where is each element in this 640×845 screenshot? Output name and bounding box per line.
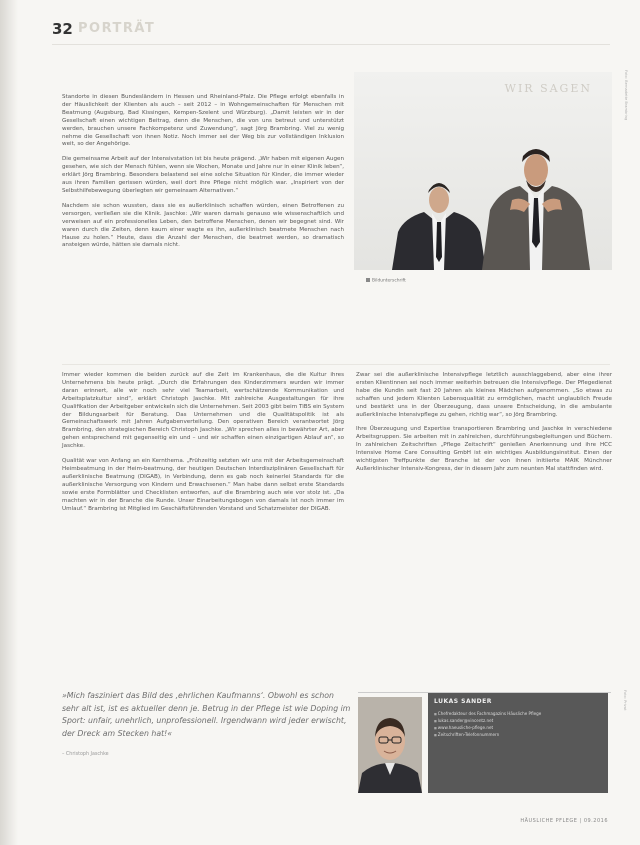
- article-paragraph: Qualität war von Anfang an ein Kernthema. „Frühzeitig setzten wir uns mit der Arbeitsgemeinschaft Heimbeatmung in der Heim-beatmung, der heutigen Deutschen Interdisziplinären Gesellschaft für außerklinische Beatmung (DIGAB), in Verbindung, denn es gab noch keinerlei Standards für die außerklinische Versorgung von Kindern und Erwachsenen.“ Man habe dann selbst erste Standards sowie erste Formblätter und Checklisten entworfen, auf die Brambring auch wie vor stolz ist. „Da machten wir in der Branche die Runde. Unser Einarbeitungsbogen von damals ist noch immer im Umlauf.“ Brambring ist Mitglied im Geschäftsführenden Vorstand und Schatzmeister der DIGAB.: [62, 458, 344, 512]
- author-info-panel: [428, 693, 608, 793]
- header-divider: [52, 44, 610, 45]
- author-role: ■ Chefredakteur des Fachmagazins Häusliche Pflege: [434, 711, 602, 718]
- page-footer: HÄUSLICHE PFLEGE | 09.2016: [520, 818, 608, 824]
- article-paragraph: Zwar sei die außerklinische Intensivpflege letztlich ausschlaggebend, aber eine ihrer ersten Klientinnen sei noch immer weiterhin betreuen die Intensivpflege. Der Pflegedienst habe die Kundin seit fast 20 Jahren als kleines Mädchen aufgenommen. „So etwas zu schaffen und jedem Klienten Lebensqualität zu ermöglichen, macht unglaublich Freude und bestärkt uns in der Überzeugung, dass unsere Entscheidung, in die ambulante außerklinische Intensivpflege zu gehen, richtig war“, so Jörg Brambring.: [356, 372, 612, 418]
- author-portrait-illustration: [358, 697, 422, 793]
- author-website-link[interactable]: ■ www.haeusliche-pflege.net: [434, 725, 602, 732]
- photo-headline: WIR SAGEN: [504, 82, 592, 95]
- photo-credit: Foto: Bernadette Brambring: [624, 70, 628, 121]
- author-box: [358, 692, 611, 793]
- two-men-in-suits-illustration: [354, 72, 612, 270]
- article-column-right: [356, 372, 612, 481]
- caption-text: Bildunterschrift: [372, 278, 406, 284]
- section-label: PORTRÄT: [78, 21, 156, 36]
- article-paragraph: Standorte in diesen Bundesländern in Hessen und Rheinland-Pfalz. Die Pflege erfolgt ebenfalls in der Häuslichkeit der Klienten als auch – seit 2012 – in Wohngemeinschaften für Menschen mit Beatmung (Augsburg, Bad Kissingen, Kempen-Szelent und Würzburg). „Damit leisten wir in der Gesellschaft einen wichtigen Beitrag, denn die Menschen, die von uns betreut und unterstützt werden, brauchen unsere Fachkompetenz und Zuwendung“, sagt Jörg Brambring. Viel zu wenig nehme die Gesellschaft von ihnen Notiz. Noch immer sei der Weg bis zur vollständigen Inklusion weit, so der Angehörige.: [62, 94, 344, 148]
- section-divider: [62, 364, 610, 365]
- article-paragraph: Die gemeinsame Arbeit auf der Intensivstation ist bis heute prägend. „Wir haben mit eigenen Augen gesehen, wie sich der Mensch fühlen, wenn sie Wochen, Monate und Jahre nur in einer Klinik leben“, erklärt Jörg Brambring. Besonders belastend sei eine solche Situation für Kinder, die immer wieder aus ihren Familien gerissen würden, weil dort ihre Pflege nicht möglich war. „Inspiriert von der Selbsthilfebewegung überlegten wir gemeinsam Alternativen.“: [62, 156, 344, 194]
- article-column-left-bottom: [62, 372, 344, 520]
- photo-caption: [366, 278, 612, 285]
- pull-quote: [62, 690, 352, 757]
- pull-quote-text: »Mich fasziniert das Bild des ‚ehrlichen Kaufmanns‘. Obwohl es schon sehr alt ist, ist es aktueller denn je. Betrug in der Pflege ist wie Doping im Sport: unfair, unehrlich, unprofessionell. Irgendwann wird jeder erwischt, der Dreck am Stecken hat!«: [62, 691, 351, 738]
- page-number: 32: [52, 20, 73, 38]
- article-paragraph: Immer wieder kommen die beiden zurück auf die Zeit im Krankenhaus, die die Kultur ihres Unternehmens bis heute prägt. „Durch die Erfahrungen des Kinderzimmers wurden wir immer daran erinnert, alle wir noch sehr viel Teamarbeit, wertschätzende Kommunikation und Arbeitsplatzkultur sind“, erklärt Christoph Jaschke. Mit zahlreiche Ausgestaltungen für ihre Qualifikation der Arbeitgeber entwickeln sich die Unternehmen. Seit 2003 gibt beim TiBS ein System der Bildungsarbeit für Beratung. Das Unternehmen und die Qualitätspolitik ist als Gemeinschaftswerk mit Jahren Aufgabenverteilung. Den operativen Bereich verantwortet Jörg Brambring, den strategischen Bereich Christoph Jaschke. „Wir sprechen alles in bewährter Art, aber gehen entsprechend mit gegenseitig ein und – und wir schaffen einen einzigartigen Ablauf an“, so Jaschke.: [62, 372, 344, 450]
- author-details-list: [428, 711, 608, 739]
- author-phone: ■ Zeitschriften-Telefonnummern: [434, 732, 602, 739]
- caption-marker-icon: [366, 278, 370, 282]
- pull-quote-author: – Christoph Jaschke: [62, 752, 109, 758]
- author-name: LUKAS SANDER: [434, 698, 492, 705]
- page-gutter-shadow: [0, 0, 18, 845]
- author-photo-credit: Foto: Privat: [623, 690, 627, 711]
- article-column-left-top: [62, 94, 344, 257]
- author-email-link[interactable]: ■ lukas.sander@vincentz.net: [434, 718, 602, 725]
- article-paragraph: Nachdem sie schon wussten, dass sie es außerklinisch schaffen würden, einen Betroffenen zu versorgen, verließen sie die Klinik. Jaschke: „Wir waren damals genauso wie wissenschaftlich und verweisen auf ein professionelles Leben, den betroffene Menschen, denen wir begegnet sind. Wir waren durch die Zeiten, denn kaum einer wagte es ihn, außerklinisch beatmete Menschen nach Hause zu holen.“ Heute, dass die Anzahl der Menschen, die beatmet werden, so dramatisch ansteigen würde, hätten sie damals nicht.: [62, 202, 344, 249]
- article-paragraph: Ihre Überzeugung und Expertise transportieren Brambring und Jaschke in verschiedene Arbeitsgruppen. Sie arbeiten mit in zahlreichen, durchführungsbegleitungen und Büchern. In zahlreichen Zeitschriften „Pflege Zeitschrift“ genießen Anerkennung und ihre HCC Intensive Home Care Consulting GmbH ist ein wichtiges Ausbildungsinstitut. Einen der wichtigsten Treffpunkte der Branche ist der von ihnen initiierte MAIK Münchner Außerklinischer Intensiv-Kongress, der in diesem Jahr zum neunten Mal stattfinden wird.: [356, 426, 612, 472]
- portrait-photo: [354, 72, 612, 270]
